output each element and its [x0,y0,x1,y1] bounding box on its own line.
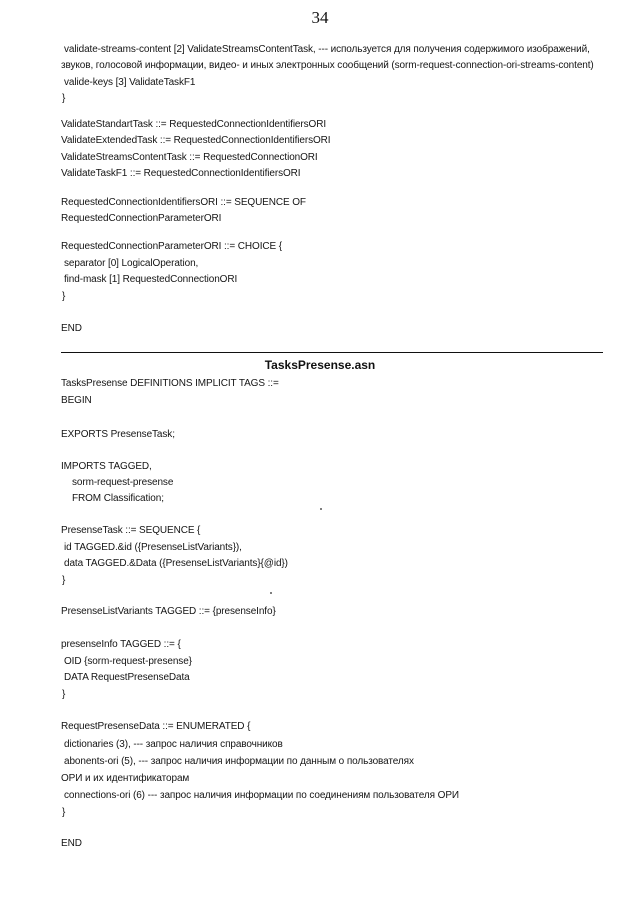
text-line: EXPORTS PresenseTask; [61,429,175,440]
text-line: } [62,689,66,700]
text-line: } [62,807,66,818]
section-title: TasksPresense.asn [264,358,376,372]
text-line: ОРИ и их идентификаторам [61,773,190,784]
text-line: } [62,93,66,104]
text-line: RequestedConnectionParameterORI [61,213,222,224]
text-line: FROM Classification; [72,493,164,504]
text-line: ValidateExtendedTask ::= RequestedConnectionIdentifiersORI [61,135,331,146]
text-line: sorm-request-presense [72,477,174,488]
text-line: RequestedConnectionIdentifiersORI ::= SEQUENCE OF [61,197,306,208]
section-divider [61,352,603,353]
text-line: звуков, голосовой информации, видео- и иных электронных сообщений (sorm-request-connection-ori-streams-content) [61,60,594,71]
scan-speck [320,508,322,510]
text-line: valide-keys [3] ValidateTaskF1 [64,77,196,88]
page-number: 34 [311,8,329,27]
text-line: validate-streams-content [2] ValidateStreamsContentTask, --- используется для получения содержимого изображений, [64,44,590,55]
text-line: separator [0] LogicalOperation, [64,258,199,269]
text-line: RequestedConnectionParameterORI ::= CHOICE { [61,241,282,252]
text-line: PresenseTask ::= SEQUENCE { [61,525,201,536]
text-line: PresenseListVariants TAGGED ::= {presenseInfo} [61,606,276,617]
text-line: END [61,838,82,849]
text-line: dictionaries (3), --- запрос наличия справочников [64,739,283,750]
text-line: BEGIN [61,395,92,406]
text-line: presenseInfo TAGGED ::= { [61,639,181,650]
text-line: END [61,323,82,334]
text-line: ValidateStandartTask ::= RequestedConnectionIdentifiersORI [61,119,327,130]
text-line: find-mask [1] RequestedConnectionORI [64,274,238,285]
text-line: abonents-ori (5), --- запрос наличия информации по данным о пользователях [64,756,414,767]
text-line: data TAGGED.&Data ({PresenseListVariants}{@id}) [64,558,288,569]
text-line: connections-ori (6) --- запрос наличия информации по соединениям пользователя ОРИ [64,790,459,801]
scan-speck [270,592,272,594]
text-line: OID {sorm-request-presense} [64,656,192,667]
text-line: IMPORTS TAGGED, [61,461,152,472]
text-line: ValidateStreamsContentTask ::= RequestedConnectionORI [61,152,318,163]
text-line: id TAGGED.&id ({PresenseListVariants}), [64,542,242,553]
text-line: TasksPresense DEFINITIONS IMPLICIT TAGS ::= [61,378,279,389]
text-line: DATA RequestPresenseData [64,672,190,683]
text-line: ValidateTaskF1 ::= RequestedConnectionIdentifiersORI [61,168,301,179]
text-line: } [62,291,66,302]
text-line: RequestPresenseData ::= ENUMERATED { [61,721,251,732]
text-line: } [62,575,66,586]
